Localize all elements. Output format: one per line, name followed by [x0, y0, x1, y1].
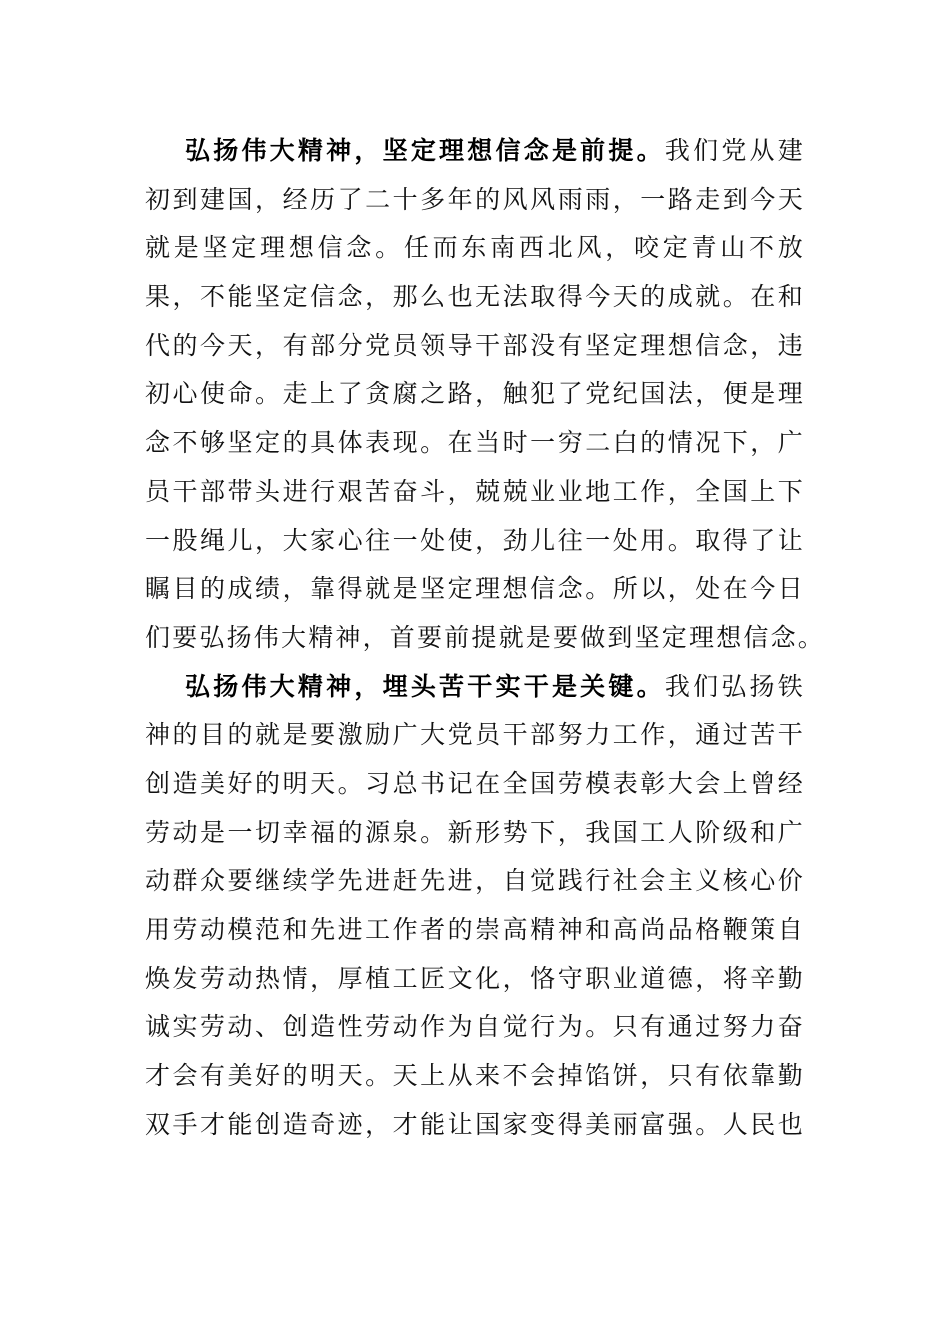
paragraph-1-first-line	[145, 127, 805, 176]
document-body	[145, 127, 826, 1149]
paragraph-2-line: 诚实劳动、创造性劳动作为自觉行为。只有通过努力奋	[145, 1012, 805, 1042]
paragraph-2-first-line-text: 我们弘扬铁	[664, 671, 805, 701]
paragraph-1-line: 就是坚定理想信念。任而东南西北风，咬定青山不放	[145, 233, 805, 263]
paragraph-2-first-line	[145, 663, 805, 712]
paragraph-1-line: 果，不能坚定信念，那么也无法取得今天的成就。在和	[145, 282, 805, 312]
paragraph-1-last-line: 们要弘扬伟大精神，首要前提就是要做到坚定理想信念。	[145, 622, 826, 652]
paragraph-2-line: 动群众要继续学先进赶先进，自觉践行社会主义核心价	[145, 866, 805, 896]
paragraph-1-line: 念不够坚定的具体表现。在当时一穷二白的情况下，广	[145, 428, 805, 458]
paragraph-1-line: 初心使命。走上了贪腐之路，触犯了党纪国法，便是理	[145, 379, 805, 409]
paragraph-2-line: 焕发劳动热情，厚植工匠文化，恪守职业道德，将辛勤	[145, 963, 805, 993]
paragraph-2-line: 才会有美好的明天。天上从来不会掉馅饼，只有依靠勤	[145, 1061, 805, 1091]
paragraph-2-line: 创造美好的明天。习总书记在全国劳模表彰大会上曾经	[145, 768, 805, 798]
paragraph-2-line: 用劳动模范和先进工作者的崇高精神和高尚品格鞭策自	[145, 915, 805, 944]
paragraph-2-line: 劳动是一切幸福的源泉。新形势下，我国工人阶级和广	[145, 817, 805, 847]
paragraph-2-line: 双手才能创造奇迹，才能让国家变得美丽富强。人民也	[145, 1109, 805, 1139]
paragraph-1-line: 一股绳儿，大家心往一处使，劲儿往一处用。取得了让	[145, 525, 805, 555]
paragraph-1-line: 初到建国，经历了二十多年的风风雨雨，一路走到今天	[145, 184, 805, 214]
paragraph-2-line: 神的目的就是要激励广大党员干部努力工作，通过苦干	[145, 720, 805, 750]
paragraph-1-line: 代的今天，有部分党员领导干部没有坚定理想信念，违	[145, 330, 805, 360]
paragraph-1-line: 瞩目的成绩，靠得就是坚定理想信念。所以，处在今日	[145, 574, 805, 604]
paragraph-1-heading: 弘扬伟大精神，坚定理想信念是前提。	[185, 136, 665, 165]
paragraph-2-heading: 弘扬伟大精神，埋头苦干实干是关键。	[185, 671, 665, 701]
paragraph-1-line: 员干部带头进行艰苦奋斗，兢兢业业地工作，全国上下	[145, 476, 805, 506]
paragraph-1-first-line-text: 我们党从建	[664, 136, 805, 165]
